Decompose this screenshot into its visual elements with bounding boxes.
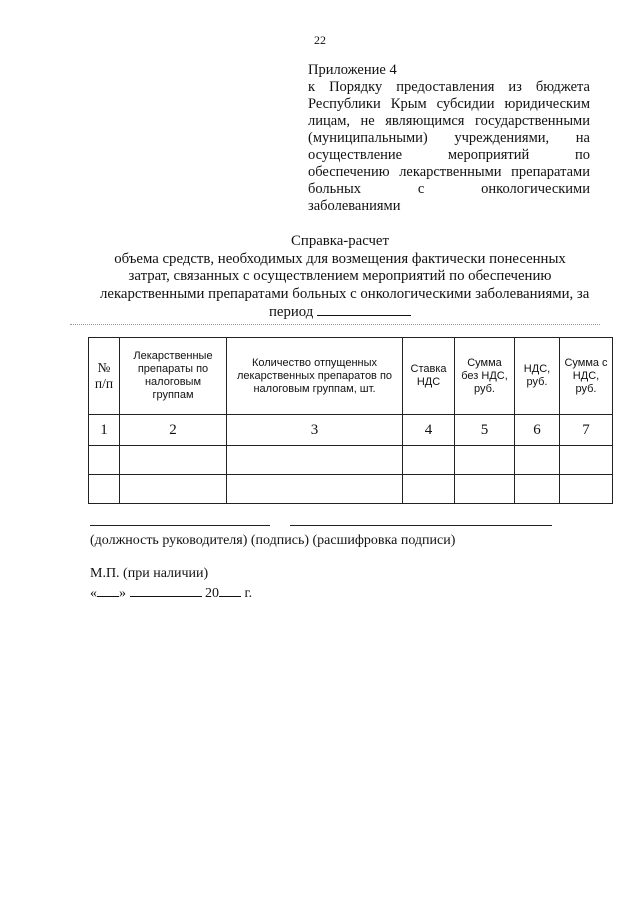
column-number: 1: [89, 415, 120, 446]
table-column-numbers-row: [89, 415, 613, 446]
year-prefix: 20: [205, 586, 219, 601]
appendix-line: осуществление мероприятий по: [308, 147, 590, 163]
table-cell[interactable]: [560, 446, 613, 475]
header-cell-number: № п/п: [89, 338, 120, 415]
year-suffix: г.: [244, 586, 253, 601]
column-number: 3: [227, 415, 403, 446]
table-cell[interactable]: [515, 446, 560, 475]
column-number: 6: [515, 415, 560, 446]
table-cell[interactable]: [89, 446, 120, 475]
stamp-label: М.П. (при наличии): [90, 566, 209, 581]
header-cell-sum-with-vat: Сумма с НДС, руб.: [560, 338, 613, 415]
appendix-line: Приложение 4: [308, 62, 397, 78]
table-cell[interactable]: [455, 446, 515, 475]
header-cell-quantity: Количество отпущенных лекарственных препаратов по налоговым группам, шт.: [227, 338, 403, 415]
date-line: [90, 584, 252, 602]
date-open-quote: «: [90, 586, 97, 601]
day-blank-field[interactable]: [97, 584, 119, 597]
period-blank-field[interactable]: [317, 303, 411, 316]
appendix-line: заболеваниями: [308, 198, 401, 214]
title-line: лекарственными препаратами больных с онкологическими заболеваниями, за: [100, 285, 590, 302]
year-blank-field[interactable]: [219, 584, 241, 597]
table-cell[interactable]: [560, 475, 613, 504]
header-cell-vat-rate: Ставка НДС: [403, 338, 455, 415]
appendix-line: больных с онкологическими: [308, 181, 590, 197]
scan-artifact-line: [70, 324, 600, 325]
period-line: [100, 303, 580, 322]
table-cell[interactable]: [455, 475, 515, 504]
table-header-row: [89, 338, 613, 415]
document-title: [100, 233, 590, 322]
table-cell[interactable]: [120, 446, 227, 475]
header-cell-sum-without-vat: Сумма без НДС, руб.: [455, 338, 515, 415]
title-heading: Справка-расчет: [291, 233, 389, 249]
table-cell[interactable]: [403, 475, 455, 504]
date-close-quote: »: [119, 586, 126, 601]
table-cell[interactable]: [227, 475, 403, 504]
position-signature-line[interactable]: [90, 525, 270, 526]
title-line: объема средств, необходимых для возмещения фактически понесенных: [114, 250, 566, 267]
table-cell[interactable]: [227, 446, 403, 475]
table-cell[interactable]: [403, 446, 455, 475]
appendix-line: к Порядку предоставления из бюджета: [308, 79, 590, 95]
appendix-line: (муниципальными) учреждениями, на: [308, 130, 590, 146]
header-cell-drugs: Лекарственные препараты по налоговым группам: [120, 338, 227, 415]
appendix-block: [308, 62, 590, 215]
appendix-line: обеспечению лекарственными препаратами: [308, 164, 590, 180]
period-label: период: [268, 304, 314, 320]
header-cell-vat: НДС, руб.: [515, 338, 560, 415]
column-number: 2: [120, 415, 227, 446]
signature-decryption-line[interactable]: [290, 525, 552, 526]
table-row: [89, 446, 613, 475]
appendix-line: Республики Крым субсидии юридическим: [308, 96, 590, 112]
table-cell[interactable]: [120, 475, 227, 504]
page-number: 22: [314, 33, 326, 47]
table-row: [89, 475, 613, 504]
month-blank-field[interactable]: [130, 584, 202, 597]
table-cell[interactable]: [515, 475, 560, 504]
column-number: 7: [560, 415, 613, 446]
table-cell[interactable]: [89, 475, 120, 504]
appendix-line: лицам, не являющимся государственными: [308, 113, 590, 129]
column-number: 4: [403, 415, 455, 446]
signature-caption: (должность руководителя) (подпись) (расшифровка подписи): [90, 533, 456, 548]
column-number: 5: [455, 415, 515, 446]
title-line: затрат, связанных с осуществлением мероприятий по обеспечению: [128, 268, 552, 284]
calculation-table: [88, 337, 613, 504]
